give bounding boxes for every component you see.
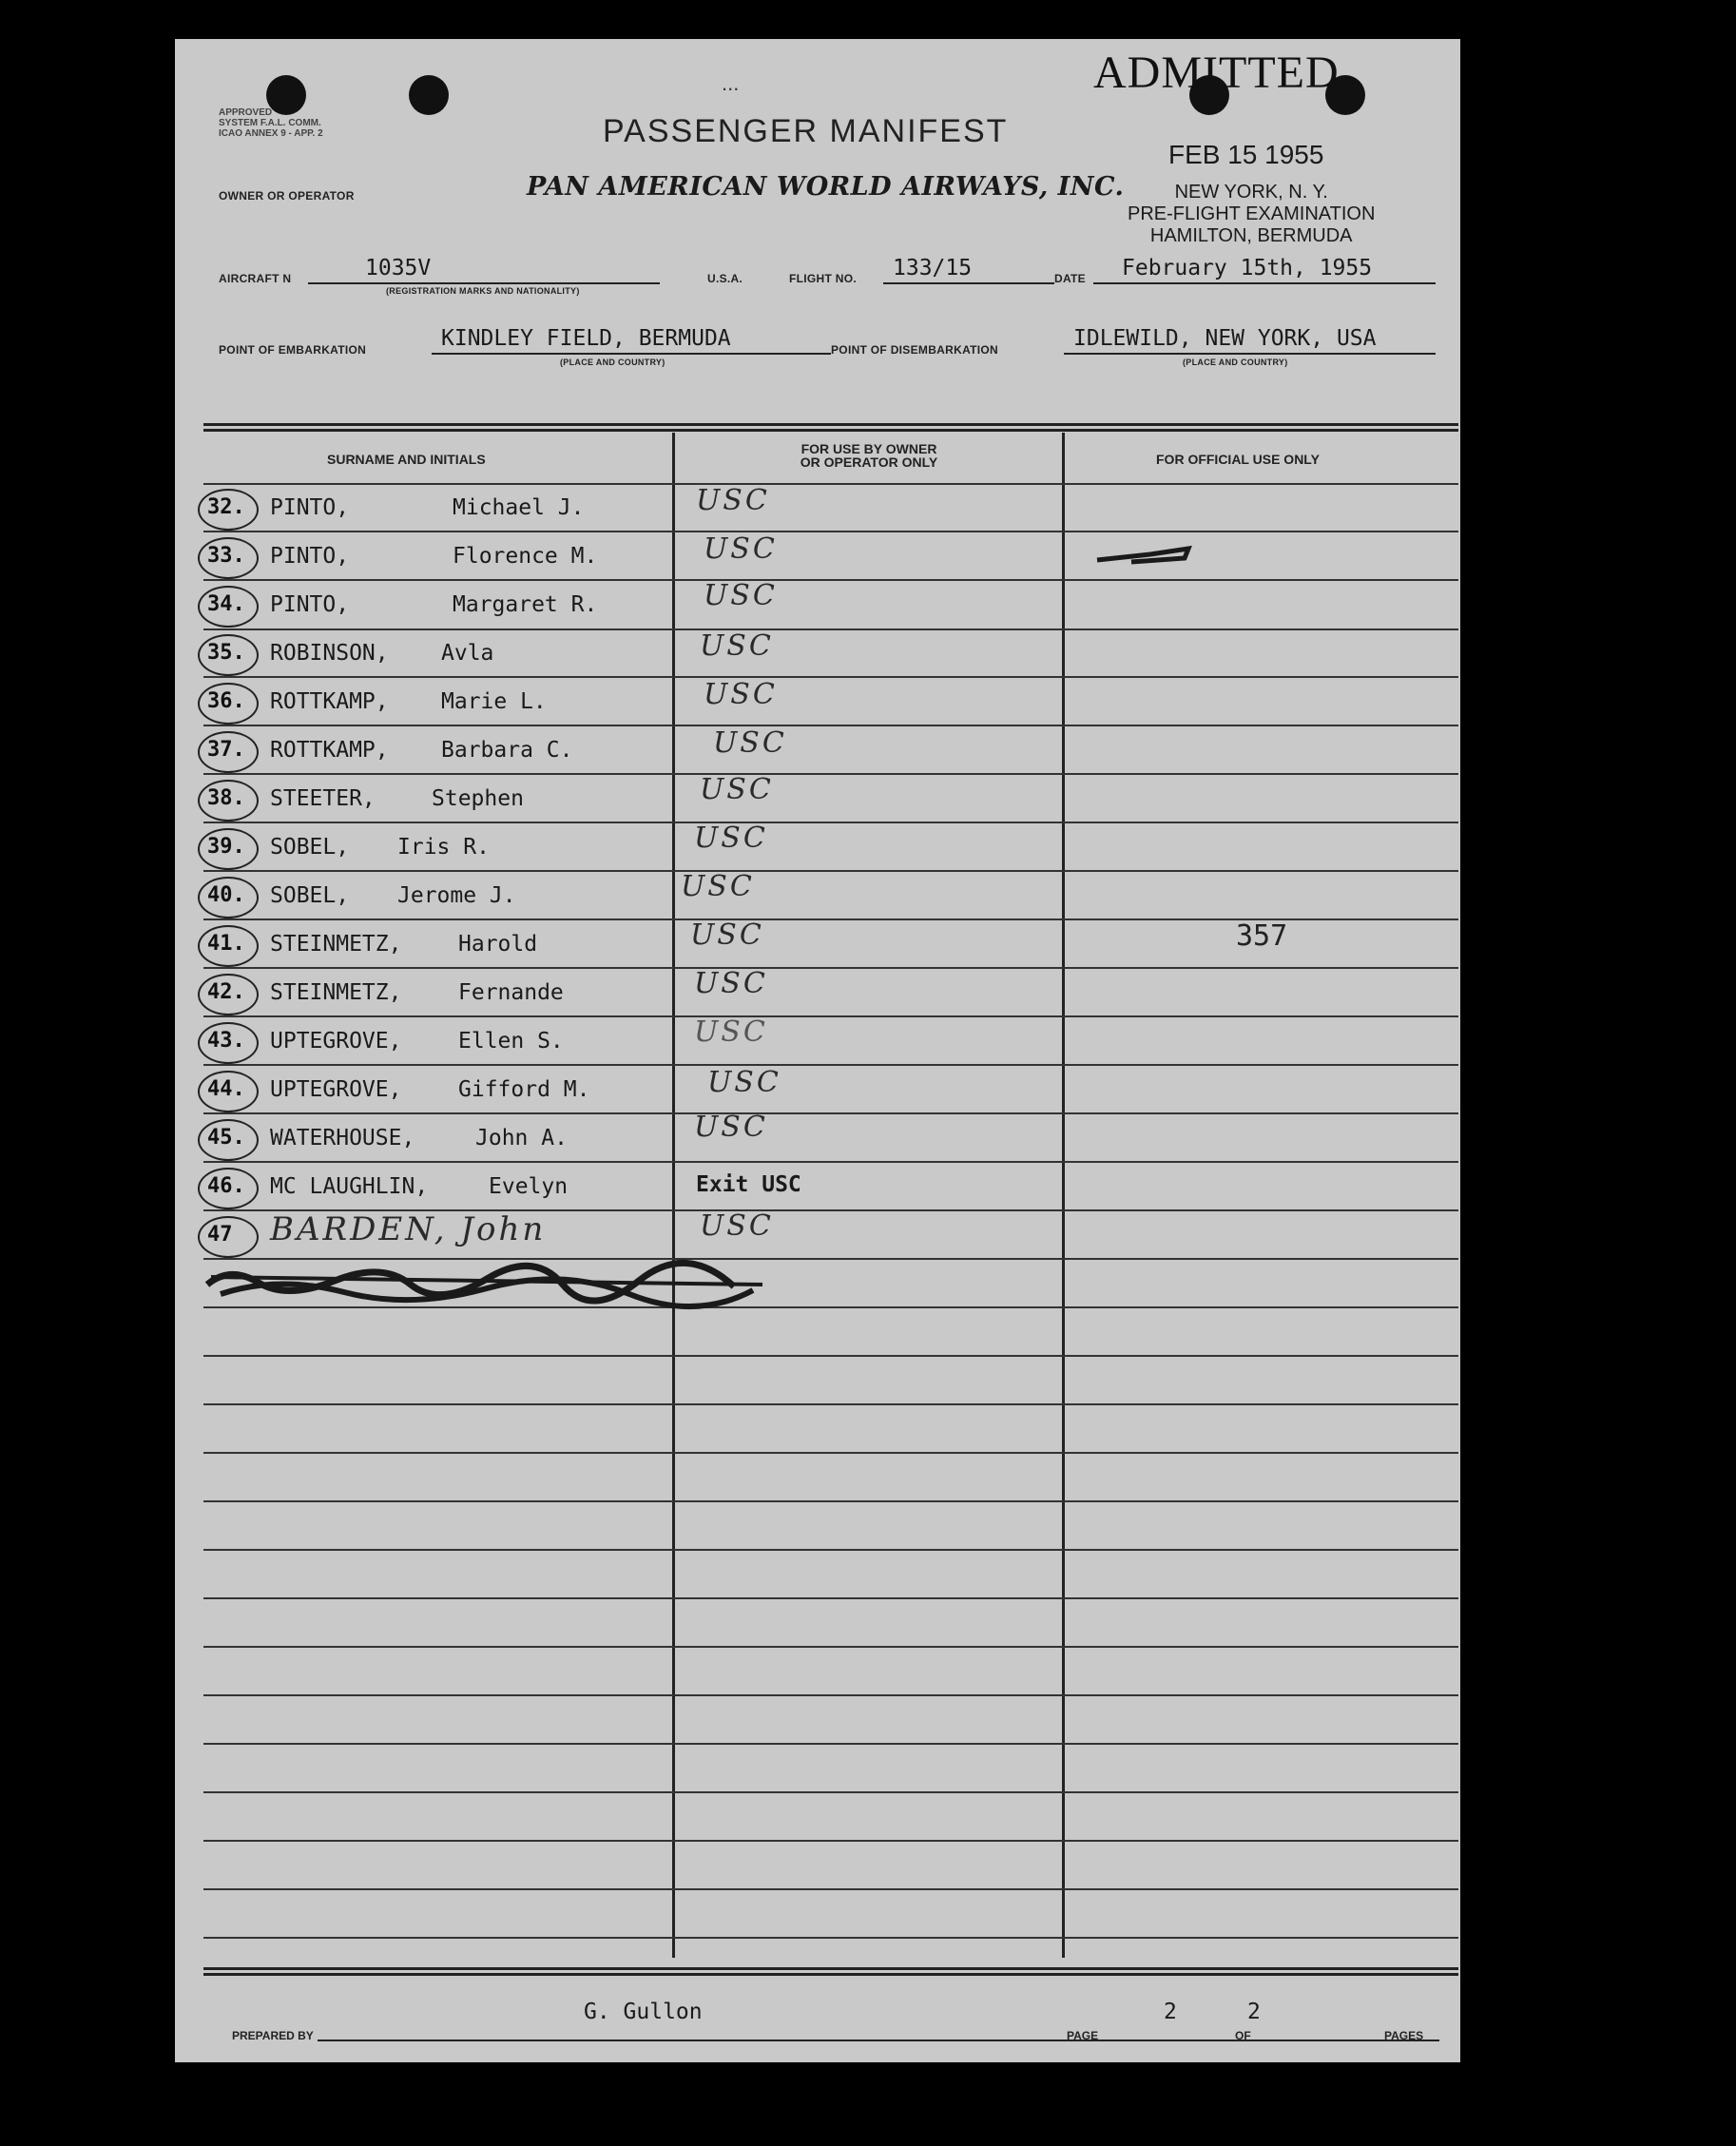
- company-name: PAN AMERICAN WORLD AIRWAYS, INC.: [527, 172, 1125, 202]
- passenger-given: Florence M.: [453, 544, 598, 569]
- punch-hole-2: [409, 75, 449, 115]
- row-number: 33.: [207, 544, 245, 568]
- row-number: 40.: [207, 883, 245, 907]
- stamp-line-2: PRE-FLIGHT EXAMINATION: [1128, 203, 1376, 224]
- row-rule: [203, 822, 1458, 823]
- row-rule: [203, 1161, 1458, 1163]
- owner-label: OWNER OR OPERATOR: [219, 189, 355, 203]
- row-number: 35.: [207, 641, 245, 665]
- approval-block: [219, 107, 323, 139]
- row-rule: [203, 1355, 1458, 1357]
- aircraft-label: AIRCRAFT N: [219, 272, 292, 285]
- row-number: 37.: [207, 738, 245, 762]
- embark-underline: [432, 353, 831, 355]
- owner-mark: USC: [694, 822, 768, 855]
- passenger-surname: STEETER,: [270, 786, 376, 811]
- row-rule: [203, 1743, 1458, 1745]
- row-rule: [203, 870, 1458, 872]
- owner-mark: Exit USC: [696, 1172, 801, 1197]
- date-underline: [1093, 282, 1436, 284]
- row-rule: [203, 579, 1458, 581]
- col-head-owner-use-1: FOR USE BY OWNER: [800, 441, 937, 456]
- of-label: OF: [1235, 2029, 1251, 2042]
- flight-label: FLIGHT NO.: [789, 272, 857, 285]
- row-rule: [203, 773, 1458, 775]
- row-number: 34.: [207, 592, 245, 616]
- disembark-label: POINT OF DISEMBARKATION: [831, 343, 999, 357]
- passenger-given: Stephen: [432, 786, 524, 811]
- embark-value: KINDLEY FIELD, BERMUDA: [441, 326, 731, 351]
- owner-mark: USC: [704, 579, 778, 612]
- row-number: 42.: [207, 980, 245, 1004]
- row-rule: [203, 725, 1458, 726]
- col-head-official: FOR OFFICIAL USE ONLY: [1156, 452, 1320, 467]
- row-rule: [203, 1112, 1458, 1114]
- owner-mark: USC: [696, 484, 770, 517]
- owner-mark: USC: [690, 918, 764, 952]
- row-number: 32.: [207, 495, 245, 519]
- aircraft-value: 1035V: [365, 256, 432, 280]
- passenger-surname: SOBEL,: [270, 883, 350, 908]
- row-number: 45.: [207, 1126, 245, 1150]
- crossed-out-entry: [202, 1256, 772, 1313]
- usa-label: U.S.A.: [707, 272, 743, 285]
- row-number: 47: [207, 1223, 233, 1247]
- disembark-sublabel: (PLACE AND COUNTRY): [1183, 358, 1288, 367]
- row-rule: [203, 1500, 1458, 1502]
- owner-mark: USC: [704, 678, 778, 711]
- manifest-sheet: [175, 39, 1460, 2062]
- row-rule: [203, 967, 1458, 969]
- passenger-given: Ellen S.: [458, 1029, 564, 1054]
- column-divider-1: [672, 433, 675, 1958]
- table-top-rule-2: [203, 429, 1458, 432]
- owner-mark: USC: [704, 532, 778, 566]
- owner-mark: USC: [694, 1015, 768, 1049]
- passenger-given: Michael J.: [453, 495, 585, 520]
- row-rule: [203, 676, 1458, 678]
- col-head-surname: SURNAME AND INITIALS: [327, 452, 486, 467]
- pages-label: PAGES: [1384, 2029, 1424, 2042]
- owner-mark: USC: [681, 870, 755, 903]
- aircraft-underline: [308, 282, 660, 284]
- passenger-given: Iris R.: [397, 835, 490, 860]
- passenger-given: Gifford M.: [458, 1077, 590, 1102]
- official-scribble: [1093, 539, 1198, 568]
- passenger-surname: ROTTKAMP,: [270, 738, 389, 763]
- table-bottom-rule-2: [203, 1973, 1458, 1976]
- row-rule: [203, 1015, 1458, 1017]
- row-number: 39.: [207, 835, 245, 859]
- row-number: 44.: [207, 1077, 245, 1101]
- owner-mark: USC: [700, 629, 774, 663]
- passenger-surname: STEINMETZ,: [270, 980, 402, 1005]
- passenger-surname: UPTEGROVE,: [270, 1029, 402, 1054]
- row-rule: [203, 1888, 1458, 1890]
- passenger-given: Marie L.: [441, 689, 547, 714]
- disembark-value: IDLEWILD, NEW YORK, USA: [1073, 326, 1377, 351]
- col-head-owner-use-2: OR OPERATOR ONLY: [800, 454, 938, 470]
- stamp-admitted: ADMITTED: [1093, 48, 1340, 98]
- passenger-surname: PINTO,: [270, 544, 350, 569]
- passenger-given: Harold: [458, 932, 538, 957]
- owner-mark: USC: [713, 726, 787, 760]
- row-number: 43.: [207, 1029, 245, 1053]
- row-rule: [203, 1694, 1458, 1696]
- disembark-underline: [1064, 353, 1436, 355]
- official-number: 357: [1236, 919, 1288, 953]
- row-rule: [203, 1791, 1458, 1793]
- flight-value: 133/15: [893, 256, 973, 280]
- row-rule: [203, 1597, 1458, 1599]
- row-rule: [203, 531, 1458, 532]
- passenger-surname: MC LAUGHLIN,: [270, 1174, 429, 1199]
- stamp-date: FEB 15 1955: [1168, 140, 1324, 169]
- passenger-surname: SOBEL,: [270, 835, 350, 860]
- passenger-given: Fernande: [458, 980, 564, 1005]
- owner-mark: USC: [707, 1066, 781, 1099]
- passenger-surname: UPTEGROVE,: [270, 1077, 402, 1102]
- row-number: 38.: [207, 786, 245, 810]
- passenger-given: Barbara C.: [441, 738, 573, 763]
- row-rule: [203, 628, 1458, 630]
- approval-line-1: APPROVED: [219, 107, 273, 118]
- row-rule: [203, 1646, 1458, 1648]
- passenger-surname: WATERHOUSE,: [270, 1126, 415, 1150]
- passenger-surname: STEINMETZ,: [270, 932, 402, 957]
- row-rule: [203, 1840, 1458, 1842]
- owner-mark: USC: [694, 1111, 768, 1144]
- passenger-handwritten-name: BARDEN, John: [270, 1210, 547, 1248]
- row-rule: [203, 1549, 1458, 1551]
- row-rule: [203, 1937, 1458, 1939]
- flight-underline: [883, 282, 1054, 284]
- row-number: 36.: [207, 689, 245, 713]
- table-bottom-rule-1: [203, 1967, 1458, 1970]
- passenger-given: Margaret R.: [453, 592, 598, 617]
- owner-mark: USC: [694, 967, 768, 1000]
- passenger-given: Jerome J.: [397, 883, 516, 908]
- passenger-given: Evelyn: [489, 1174, 569, 1199]
- row-rule: [203, 1064, 1458, 1066]
- col-head-owner-use: [722, 442, 1016, 469]
- passenger-surname: ROBINSON,: [270, 641, 389, 666]
- row-rule: [203, 1403, 1458, 1405]
- top-faint-text: ...: [722, 71, 740, 95]
- date-label: DATE: [1054, 272, 1086, 285]
- passenger-surname: PINTO,: [270, 495, 350, 520]
- passenger-surname: ROTTKAMP,: [270, 689, 389, 714]
- prepared-value: G. Gullon: [584, 2000, 703, 2024]
- table-top-rule-1: [203, 423, 1458, 426]
- column-divider-2: [1062, 433, 1065, 1958]
- page-label: PAGE: [1067, 2029, 1099, 2042]
- prepared-underline: [318, 2040, 1439, 2041]
- row-rule: [203, 1452, 1458, 1454]
- passenger-given: Avla: [441, 641, 494, 666]
- passenger-surname: PINTO,: [270, 592, 350, 617]
- embark-sublabel: (PLACE AND COUNTRY): [560, 358, 665, 367]
- stamp-line-3: HAMILTON, BERMUDA: [1149, 225, 1353, 246]
- row-number: 41.: [207, 932, 245, 956]
- owner-mark: USC: [700, 1209, 774, 1243]
- approval-line-3: ICAO ANNEX 9 - APP. 2: [219, 128, 323, 139]
- page-title: PASSENGER MANIFEST: [603, 113, 1009, 149]
- row-rule: [203, 483, 1458, 485]
- embark-label: POINT OF EMBARKATION: [219, 343, 367, 357]
- passenger-given: John A.: [475, 1126, 568, 1150]
- date-value: February 15th, 1955: [1122, 256, 1373, 280]
- aircraft-sublabel: (REGISTRATION MARKS AND NATIONALITY): [386, 286, 580, 296]
- approval-line-2: SYSTEM F.A.L. COMM.: [219, 118, 321, 128]
- stamp-line-1: NEW YORK, N. Y.: [1174, 182, 1328, 203]
- stamp-location: [1128, 182, 1375, 247]
- of-value: 2: [1247, 2000, 1261, 2024]
- row-number: 46.: [207, 1174, 245, 1198]
- page-value: 2: [1164, 2000, 1177, 2024]
- prepared-label: PREPARED BY: [232, 2029, 314, 2042]
- owner-mark: USC: [700, 773, 774, 806]
